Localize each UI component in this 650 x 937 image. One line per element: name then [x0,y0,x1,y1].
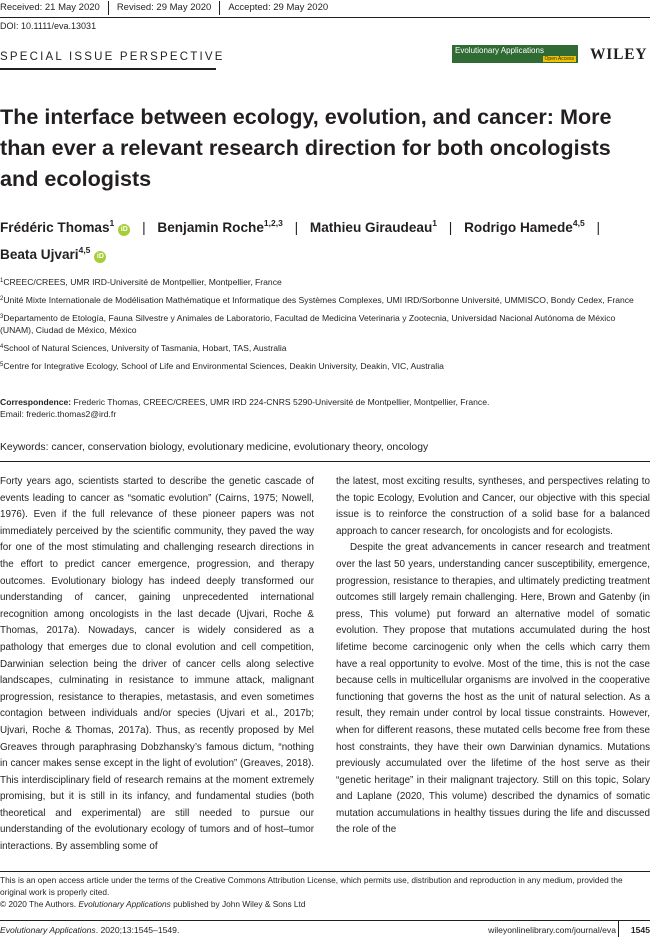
open-access-badge: Open Access [544,56,574,62]
body-column-right [336,474,650,839]
keywords-rule [0,461,650,462]
author-affil-sup: 4,5 [78,245,91,255]
journal-logo-text: Evolutionary Applications [455,46,544,55]
journal-logo [452,45,578,63]
orcid-icon[interactable]: iD [94,251,106,263]
author-affil-sup: 1 [109,218,115,228]
correspondence [0,396,650,420]
license-footnote [0,874,650,910]
footnote-rule [0,871,650,872]
top-rule [0,17,650,18]
affiliation-number: 1 [0,278,4,284]
accepted-date: Accepted: 29 May 2020 [228,2,329,13]
body-paragraph: the latest, most exciting results, syntheses, and perspectives relating to the topic Ecology, Evolution and Cancer, our objective with this special issue is to reinforce the construction of a solid base for a balanced approach to cancer research, for oncologists and for ecologists. [336,476,650,537]
author-separator: | [596,220,600,235]
copyright-line [0,898,650,910]
author-name: Beata Ujvari [0,247,79,262]
body-paragraph: Despite the great advancements in cancer research and treatment over the last 50 years, understanding cancer susceptibility, emergence, progression, resistance to therapies, and ultimately predicting treatment outcomes still largely remain challenging. Here, Brown and Gatenby (in press, This volume) put forward an alternative model of somatic evolution. They propose that mutations accumulated during the host lifetime become carcinogenic only when the cells which carry them have a real opportunity to evolve. Most of the time, this is not the case because cells in multicellular organisms are involved in the cooperative functioning that governs the host as the unit of natural selection. As a result, they remain under control by local tissue constraints. However, when for different reasons, these mutated cells become free from these host constraints, they have their own Darwinian dynamics. Mutations previously accumulated over the lifetime of the host serve as their “genetic heritage” in their malignant trajectory. Still on this topic, Solary and Laplane (2020, This volume) described the dynamics of somatic mutation accumulations in healthy tissues during the life and discussed the role of the [336,542,650,836]
author-name: Benjamin Roche [157,220,264,235]
correspondence-line [0,396,650,408]
affiliation-item [0,342,650,354]
author-separator: | [142,220,146,235]
body-column-left [0,474,314,856]
section-rule [0,68,216,70]
correspondence-label: Correspondence: [0,397,72,407]
received-date: Received: 21 May 2020 [0,1,109,15]
body-paragraph: Forty years ago, scientists started to describe the genetic cascade of events leading to cancer as “somatic evolution” (Cairns, 1975; Nowell, 1976). Even if the full relevance of these pioneer papers was not immediately perceived by the scientific community, they paved the way for one of the most stimulating and challenging research directions in the effort to predict cancer emergence, progression, and therapy outcomes. Evolutionary biology has indeed deeply transformed our understanding of cancer, gaining unprecedented international recognition among oncologists in the last decade (Ujvari, Roche & Thomas, 2017a). Nowadays, cancer is widely considered as a pathology that emerges due to clonal evolution and cell competition, Darwinian selection being the driver of cancer cells along selective landscapes, culminating in resistance to immune attack, malignant progression, resistance to therapies, metastasis, and even sometimes contagion between individuals and/or species (Ujvari et al., 2017b; Ujvari, Roche & Thomas, 2017a). Thus, as recently proposed by Mel Greaves through paraphrasing Dobzhansky’s famous dictum, “nothing in cancer makes sense except in the light of evolution” (Greaves, 2018). This interdisciplinary field of research remains at the moment extremely promising, but it is still in its infancy, and fundamental studies (both theoretical and experimental) are still needed to pursue our understanding of the evolutionary ecology of tumors and of host–tumor interactions. By assembling some of [0,476,314,853]
author-separator: | [448,220,453,235]
history-dates [0,1,336,15]
keywords-label: Keywords [0,442,46,453]
author-separator: | [294,220,299,235]
publisher-logo: WILEY [590,46,648,63]
keywords-list: : cancer, conservation biology, evolutionary medicine, evolutionary theory, oncology [45,442,429,453]
affiliation-number: 5 [0,362,4,368]
copyright-journal: Evolutionary Applications [78,899,171,909]
author-affil-sup: 1 [432,218,437,228]
section-label: SPECIAL ISSUE PERSPECTIVE [0,51,225,63]
author-name: Rodrigo Hamede [464,220,573,235]
affiliation-text: CREEC/CREES, UMR IRD-Université de Montpellier, Montpellier, France [3,277,282,287]
revised-date: Revised: 29 May 2020 [109,1,221,15]
journal-site-link[interactable]: wileyonlinelibrary.com/journal/eva [488,925,616,935]
affiliation-number: 2 [0,296,4,302]
license-text: This is an open access article under the terms of the Creative Commons Attribution License, which permits use, distribution and reproduction in any medium, provided the original work is properly cited. [0,875,623,897]
orcid-icon[interactable]: iD [118,224,130,236]
author-affil-sup: 4,5 [572,218,585,228]
affiliation-item [0,294,650,306]
author-name: Frédéric Thomas [0,220,110,235]
running-citation: . 2020;13:1545–1549. [95,925,180,935]
correspondence-address: Frederic Thomas, CREEC/CREES, UMR IRD 224-CNRS 5290-Université de Montpellier, Montpellier, France. [71,397,490,407]
keywords [0,441,650,455]
affiliation-number: 4 [0,344,4,350]
affiliations [0,276,650,378]
affiliation-item [0,276,650,288]
page-number-rule [618,921,619,937]
article-title: The interface between ecology, evolution, and cancer: More than ever a relevant research direction for both oncologists and ecologists [0,104,612,191]
running-journal: Evolutionary Applications [0,925,96,935]
page-number: 1545 [630,925,650,935]
author-affil-sup: 1,2,3 [263,218,283,228]
copyright-prefix: © 2020 The Authors. [0,899,79,909]
affiliation-text: Departamento de Etología, Fauna Silvestre y Animales de Laboratorio, Facultad de Medicina Veterinaria y Zootecnia, Universidad Nacional Autónoma de México (UNAM), Ciudad de México, México [0,313,616,335]
copyright-suffix: published by John Wiley & Sons Ltd [170,899,306,909]
bottom-rule [0,920,650,921]
affiliation-text: Centre for Integrative Ecology, School of Life and Environmental Sciences, Deakin University, Deakin, VIC, Australia [3,361,444,371]
affiliation-number: 3 [0,314,4,320]
doi[interactable]: DOI: 10.1111/eva.13031 [0,21,97,31]
author-name: Mathieu Giraudeau [309,220,433,235]
affiliation-text: Unité Mixte Internationale de Modélisation Mathématique et Informatique des Systèmes Complexes, UMI IRD/Sorbonne Université, UMMISCO, Bondy Cedex, France [3,295,634,305]
affiliation-text: School of Natural Sciences, University of Tasmania, Hobart, TAS, Australia [3,343,287,353]
correspondence-email[interactable]: Email: frederic.thomas2@ird.fr [0,409,117,419]
author-list [0,214,650,268]
affiliation-item [0,312,650,336]
running-footer [0,924,179,936]
affiliation-item [0,360,650,372]
